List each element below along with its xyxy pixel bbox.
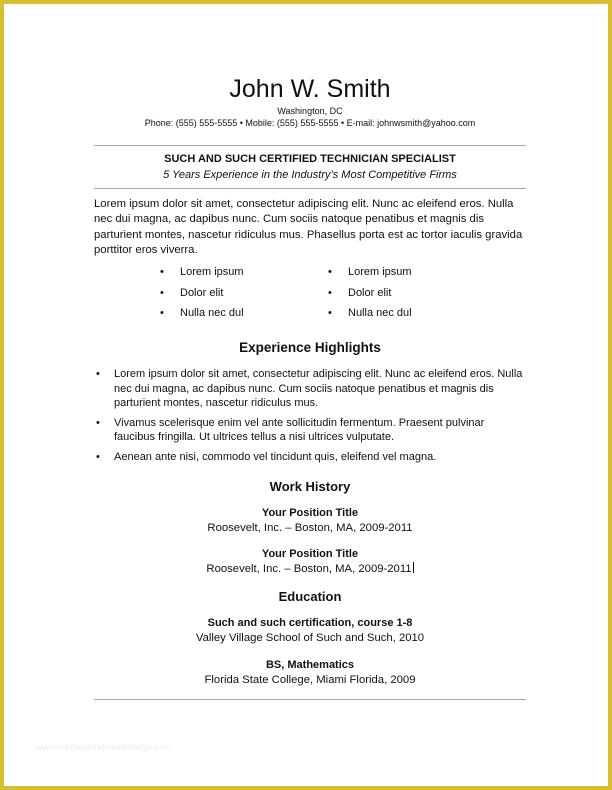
skill-text: Dolor elit bbox=[180, 286, 224, 299]
bullet-icon: • bbox=[328, 307, 332, 319]
education-school: Valley Village School of Such and Such, 2010 bbox=[195, 632, 425, 644]
divider-bottom bbox=[94, 699, 526, 700]
skill-item bbox=[328, 265, 468, 286]
job-position: Your Position Title bbox=[261, 548, 359, 560]
bullet-icon: • bbox=[96, 368, 100, 380]
education-entry bbox=[94, 616, 526, 646]
job-details: Roosevelt, Inc. – Boston, MA, 2009-2011 bbox=[207, 522, 413, 534]
profile-headline: SUCH AND SUCH CERTIFIED TECHNICIAN SPECIALIST bbox=[164, 153, 456, 165]
candidate-location: Washington, DC bbox=[277, 106, 343, 116]
job-position: Your Position Title bbox=[261, 507, 359, 519]
job-entry bbox=[94, 547, 526, 577]
experience-text: Vivamus scelerisque enim vel ante sollicitudin fermentum. Praesent pulvinar faucibus fringilla. Ut ultrices tellus a nisi ultrices vulputate. bbox=[114, 416, 485, 443]
bullet-icon: • bbox=[160, 307, 164, 319]
skills-list-left bbox=[160, 265, 300, 327]
skills-list-right bbox=[328, 265, 468, 327]
candidate-name: John W. Smith bbox=[229, 75, 391, 103]
education-degree: Such and such certification, course 1-8 bbox=[207, 617, 413, 629]
experience-text: Aenean ante nisi, commodo vel tincidunt quis, eleifend vel magna. bbox=[114, 450, 437, 463]
experience-list bbox=[94, 367, 526, 469]
skill-text: Nulla nec dul bbox=[348, 307, 412, 319]
skill-item bbox=[160, 265, 300, 286]
bullet-icon: • bbox=[328, 286, 332, 299]
education-entry bbox=[94, 658, 526, 688]
bullet-icon: • bbox=[96, 450, 100, 463]
bullet-icon: • bbox=[328, 266, 332, 278]
skill-text: Lorem ipsum bbox=[180, 266, 244, 278]
section-title-experience: Experience Highlights bbox=[239, 340, 381, 355]
skill-item bbox=[160, 306, 300, 327]
section-title-education: Education bbox=[278, 589, 342, 604]
skill-item bbox=[328, 306, 468, 327]
experience-item bbox=[94, 450, 526, 465]
profile-summary: Lorem ipsum dolor sit amet, consectetur adipiscing elit. Nunc ac eleifend eros. Nulla nec dui magna, ac dapibus nunc. Cum sociis natoque penatibus et magnis dis parturient montes, nascetur ridiculus mus. Phasellus porta est ac tortor iaculis gravida porttitor eros viverra. bbox=[94, 198, 523, 256]
skill-item bbox=[328, 286, 468, 307]
divider-profile bbox=[94, 188, 526, 189]
experience-text: Lorem ipsum dolor sit amet, consectetur adipiscing elit. Nunc ac eleifend eros. Nulla nec dui magna, ac dapibus nunc. Cum sociis natoque penatibus et magnis dis parturient montes, nascetur ridiculus mus. bbox=[114, 368, 523, 409]
skill-item bbox=[160, 286, 300, 307]
experience-item bbox=[94, 367, 526, 411]
watermark-text: www.heritagechristiancollege.com bbox=[36, 742, 172, 752]
job-details-line bbox=[94, 562, 526, 577]
bullet-icon: • bbox=[96, 416, 100, 429]
bullet-icon: • bbox=[160, 286, 164, 299]
profile-tagline: 5 Years Experience in the Industry’s Most Competitive Firms bbox=[163, 169, 457, 181]
skill-text: Lorem ipsum bbox=[348, 266, 412, 278]
text-cursor bbox=[413, 562, 414, 573]
divider-top bbox=[94, 145, 526, 146]
experience-item bbox=[94, 416, 526, 445]
education-degree: BS, Mathematics bbox=[265, 659, 355, 671]
job-entry bbox=[94, 506, 526, 536]
bullet-icon: • bbox=[160, 266, 164, 278]
skill-text: Nulla nec dul bbox=[180, 307, 244, 319]
section-title-work-history: Work History bbox=[269, 479, 351, 494]
contact-line: Phone: (555) 555-5555 • Mobile: (555) 555-5555 • E-mail: johnwsmith@yahoo.com bbox=[144, 118, 476, 128]
job-details: Roosevelt, Inc. – Boston, MA, 2009-2011 bbox=[206, 563, 412, 575]
education-school: Florida State College, Miami Florida, 2009 bbox=[204, 674, 416, 686]
skill-text: Dolor elit bbox=[348, 286, 392, 299]
